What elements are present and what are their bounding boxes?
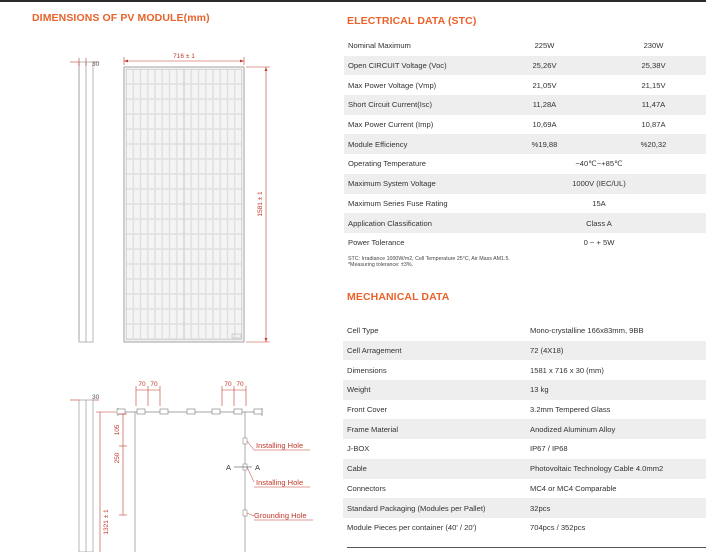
spacing-label-c: 70	[224, 381, 232, 388]
row-value: 3.2mm Tempered Glass	[530, 405, 611, 415]
row-value: 1000V (IEC/UL)	[488, 174, 706, 194]
row-label: J-BOX	[347, 444, 370, 454]
spacing-label-b: 70	[150, 381, 158, 388]
grounding-hole-label: Grounding Hole	[254, 511, 307, 520]
value-225w: 225W	[534, 41, 555, 51]
value-230w: 230W	[643, 41, 664, 51]
row-label: Dimensions	[347, 365, 387, 375]
table-row	[343, 400, 706, 420]
table-row	[344, 233, 706, 253]
section-label-right: A	[255, 463, 261, 472]
thickness-label-bottom: 30	[92, 394, 100, 401]
row-value: 0 ~ + 5W	[583, 238, 615, 248]
width-label: 716 ± 1	[173, 53, 195, 60]
junction-boxes	[117, 409, 262, 414]
row-label: Cell Type	[347, 326, 379, 336]
electrical-table	[344, 36, 706, 253]
table-row	[343, 459, 706, 479]
spacing-label-a: 70	[138, 381, 146, 388]
row-value: 72 (4X18)	[526, 341, 706, 361]
stc-note	[348, 256, 510, 269]
row-value: Mono-crystalline 166x83mm, 9BB	[530, 326, 644, 336]
table-row	[344, 154, 706, 174]
row-label: Short Circuit Current(Isc)	[344, 95, 488, 115]
row-label: Max Power Voltage (Vmp)	[348, 80, 437, 90]
dim-1321-label: 1321 ± 1	[103, 509, 110, 535]
row-label: Module Efficiency	[344, 134, 488, 154]
stc-note-line-2: *Measuring tolerance: ±3%.	[348, 262, 414, 269]
table-row	[344, 75, 706, 95]
table-row	[343, 380, 706, 400]
value-230w: 21,15V	[641, 80, 666, 90]
stc-note-line-1: STC: Irradiance 1000W/m2, Cell Temperature 25°C, Air Mass AM1.5.	[348, 256, 510, 262]
row-value: 704pcs / 352pcs	[530, 523, 586, 533]
row-label: Module Pieces per container (40' / 20')	[347, 523, 477, 533]
table-row	[343, 360, 706, 380]
spacing-dimensions	[136, 386, 246, 406]
row-value: Photovoltaic Technology Cable 4.0mm2	[526, 459, 706, 479]
table-row	[344, 56, 706, 76]
table-row	[343, 498, 706, 518]
row-label: Operating Temperature	[348, 159, 426, 169]
thickness-label-top: 30	[92, 61, 100, 68]
row-label: Max Power Current (Imp)	[348, 120, 434, 130]
value-230w: %20,32	[597, 134, 706, 154]
dim-250-label: 250	[114, 452, 121, 464]
installing-hole-label-2: Installing Hole	[256, 478, 304, 487]
installing-hole-label-1: Installing Hole	[256, 441, 304, 450]
back-view-panel	[118, 408, 262, 552]
dim-105-label: 105	[114, 424, 121, 436]
table-row	[343, 518, 706, 538]
mechanical-heading: MECHANICAL DATA	[347, 291, 450, 303]
row-value: 32pcs	[526, 498, 706, 518]
row-label: Connectors	[347, 483, 386, 493]
row-value: Anodized Aluminum Alloy	[526, 419, 706, 439]
hole-leader-lines	[247, 441, 254, 516]
table-row	[344, 213, 706, 233]
table-row	[344, 194, 706, 214]
table-row	[343, 439, 706, 459]
value-225w: %19,88	[488, 134, 597, 154]
row-value: Class A	[488, 213, 706, 233]
value-225w: 10,69A	[532, 120, 557, 130]
table-row	[343, 419, 706, 439]
row-label: Cell Arragement	[343, 341, 526, 361]
row-label: Maximum System Voltage	[344, 174, 488, 194]
row-label: Open CIRCUIT Voltage (Voc)	[344, 56, 488, 76]
side-profile-top	[79, 62, 93, 342]
row-value: MC4 or MC4 Comparable	[530, 483, 617, 493]
row-value: 15A	[592, 198, 606, 208]
dimension-drawing	[0, 0, 340, 552]
row-label: Front Cover	[347, 405, 388, 415]
section-label-left: A	[226, 463, 232, 472]
electrical-heading: ELECTRICAL DATA (STC)	[347, 15, 477, 27]
value-225w: 25,26V	[488, 56, 597, 76]
value-230w: 11,47A	[597, 95, 706, 115]
table-row	[344, 36, 706, 56]
length-label: 1581 ± 1	[257, 191, 264, 217]
value-225w: 21,05V	[532, 80, 557, 90]
spacing-label-d: 70	[236, 381, 244, 388]
table-row	[344, 174, 706, 194]
row-label: Maximum Series Fuse Rating	[348, 198, 448, 208]
row-label: Power Tolerance	[348, 238, 405, 248]
row-value: 13 kg	[526, 380, 706, 400]
row-value: −40℃~+85℃	[575, 159, 623, 169]
row-value: 1581 x 716 x 30 (mm)	[530, 365, 604, 375]
row-label: Weight	[343, 380, 526, 400]
side-profile-bottom	[79, 400, 93, 552]
dimensions-heading: DIMENSIONS OF PV MODULE(mm)	[32, 12, 210, 24]
table-row	[344, 115, 706, 135]
row-value: IP67 / IP68	[530, 444, 568, 454]
row-label: Cable	[343, 459, 526, 479]
table-row	[343, 479, 706, 499]
table-row	[343, 321, 706, 341]
value-225w: 11,28A	[488, 95, 597, 115]
bottom-rule	[347, 547, 706, 548]
row-label: Nominal Maximum	[348, 41, 411, 51]
table-row	[344, 134, 706, 154]
row-label: Frame Material	[343, 419, 526, 439]
row-label: Standard Packaging (Modules per Pallet)	[343, 498, 526, 518]
mechanical-table	[343, 321, 706, 538]
row-label: Application Classification	[344, 213, 488, 233]
table-row	[344, 95, 706, 115]
table-row	[343, 341, 706, 361]
value-230w: 25,38V	[597, 56, 706, 76]
value-230w: 10,87A	[641, 120, 666, 130]
front-view-panel	[124, 67, 244, 342]
